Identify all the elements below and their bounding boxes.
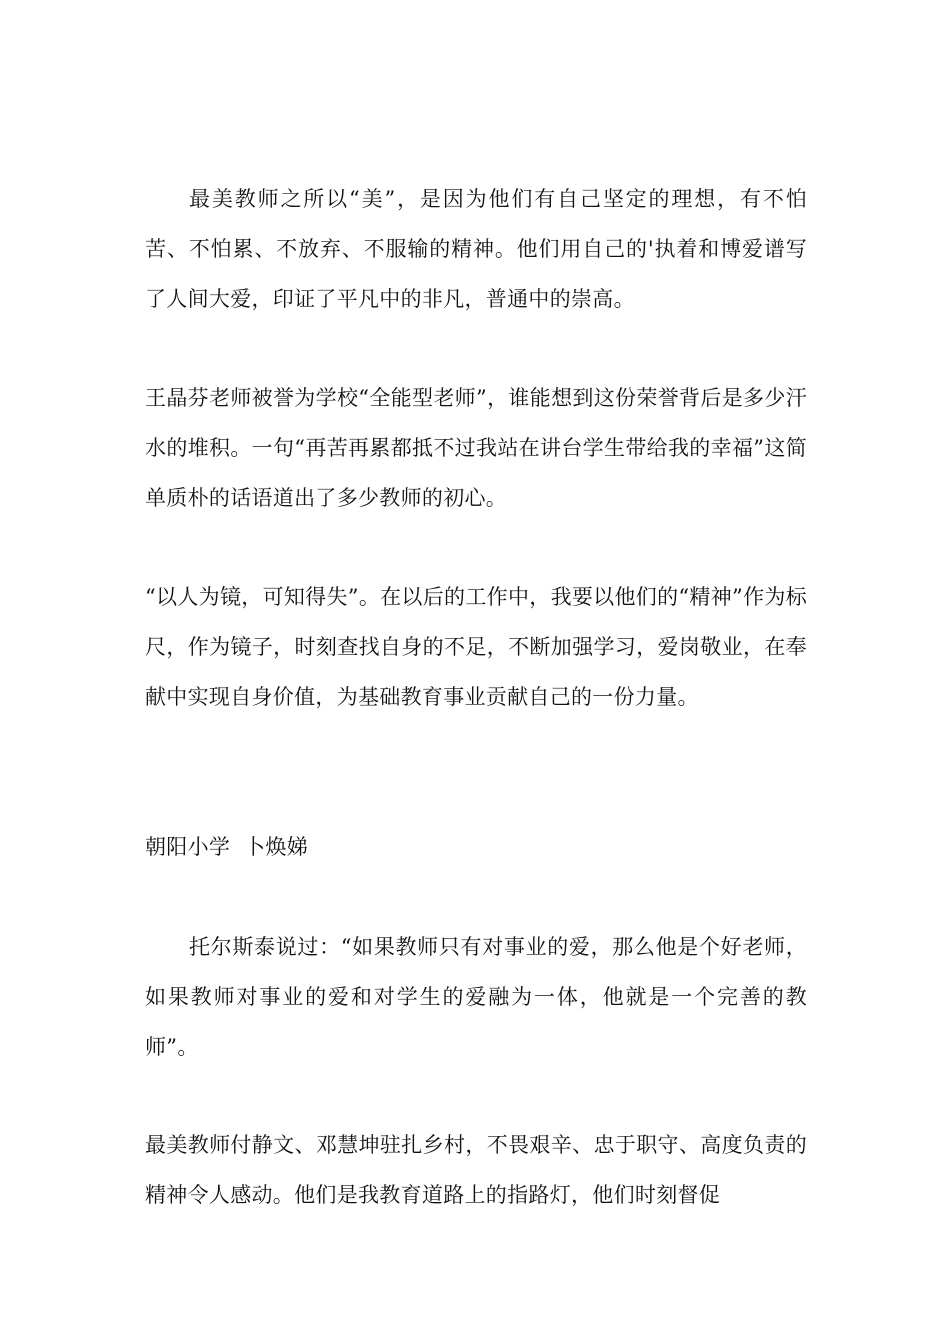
author-signature-line: 朝阳小学 卜焕娣 bbox=[145, 835, 309, 859]
paragraph-wang-jingfen: 王晶芬老师被誉为学校“全能型老师”，谁能想到这份荣誉背后是多少汗水的堆积。一句“再苦再累都抵不过我站在讲台学生带给我的幸福”这简单质朴的话语道出了多少教师的初心。 bbox=[145, 386, 807, 510]
paragraph-tolstoy-quote: 托尔斯泰说过：“如果教师只有对事业的爱，那么他是个好老师，如果教师对事业的爱和对学生的爱融为一体，他就是一个完善的教师”。 bbox=[145, 935, 807, 1059]
paragraph-beautiful-teachers: 最美教师之所以“美”，是因为他们有自己坚定的理想，有不怕苦、不怕累、不放弃、不服输的精神。他们用自己的'执着和博爱谱写了人间大爱，印证了平凡中的非凡，普通中的崇高。 bbox=[145, 187, 807, 311]
paragraph-rural-teachers: 最美教师付静文、邓慧坤驻扎乡村，不畏艰辛、忠于职守、高度负责的精神令人感动。他们是我教育道路上的指路灯，他们时刻督促 bbox=[145, 1133, 807, 1207]
paragraph-mirror: “以人为镜，可知得失”。在以后的工作中，我要以他们的“精神”作为标尺，作为镜子，时刻查找自身的不足，不断加强学习，爱岗敬业，在奉献中实现自身价值，为基础教育事业贡献自己的一份力量。 bbox=[145, 585, 807, 709]
